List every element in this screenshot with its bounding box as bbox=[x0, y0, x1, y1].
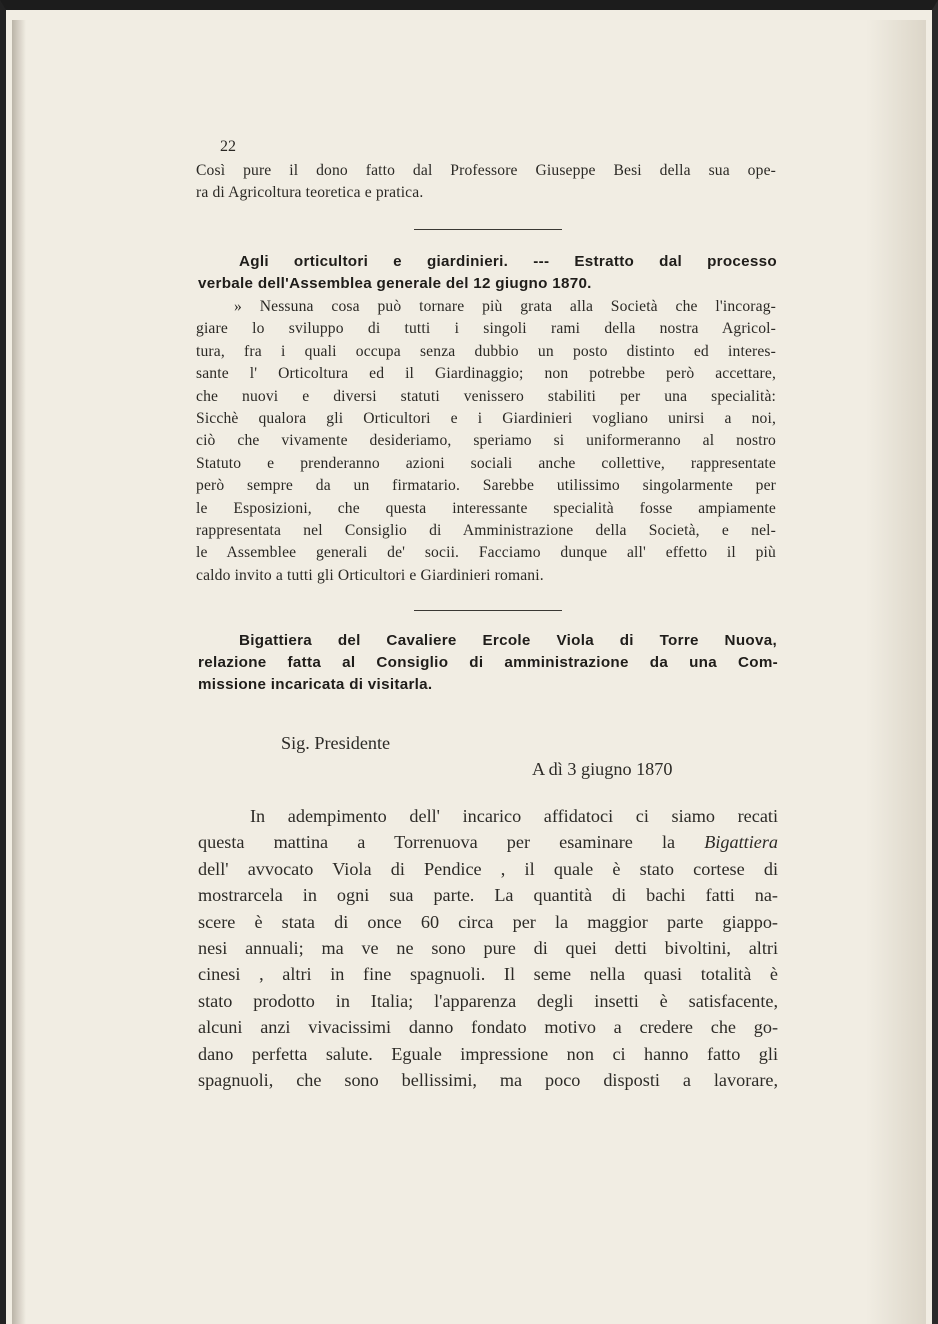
text-line: mostrarcela in ogni sua parte. La quantità di bachi fatti na- bbox=[198, 885, 778, 906]
text-line: ra di Agricoltura teoretica e pratica. bbox=[196, 184, 424, 202]
heading-line: Bigattiera del Cavaliere Ercole Viola di Torre Nuova, bbox=[239, 632, 777, 649]
section-divider bbox=[414, 610, 562, 611]
section-heading-orticultori-cont bbox=[198, 273, 738, 295]
section-heading-bigattiera bbox=[239, 630, 777, 652]
text-line: stato prodotto in Italia; l'apparenza degli insetti è satisfacente, bbox=[198, 990, 778, 1011]
heading-line: verbale dell'Assemblea generale del 12 giugno 1870. bbox=[198, 275, 592, 292]
text-line: Così pure il dono fatto dal Professore Giuseppe Besi della sua ope- bbox=[196, 162, 776, 179]
text-line: rappresentata nel Consiglio di Amministrazione della Società, e nel- bbox=[196, 522, 776, 540]
text-line: dell' avvocato Viola di Pendice , il quale è stato cortese di bbox=[198, 858, 778, 879]
text-line: le Esposizioni, che questa interessante specialità fosse ampiamente bbox=[196, 499, 776, 517]
page-number: 22 bbox=[220, 138, 236, 155]
italic-term: Bigattiera bbox=[704, 832, 778, 853]
letter-date: A dì 3 giugno 1870 bbox=[532, 759, 673, 779]
text-line: spagnuoli, che sono bellissimi, ma poco disposti a lavorare, bbox=[198, 1070, 778, 1091]
text-line: giare lo sviluppo di tutti i singoli rami della nostra Agricol- bbox=[196, 320, 776, 338]
text-line: Sicchè qualora gli Orticultori e i Giardinieri vogliano unirsi a noi, bbox=[196, 410, 776, 428]
text-line: scere è stata di once 60 circa per la maggior parte giappo- bbox=[198, 911, 778, 932]
heading-line: missione incaricata di visitarla. bbox=[198, 675, 433, 693]
heading-line: Agli orticultori e giardinieri. --- Estratto dal processo bbox=[239, 253, 777, 270]
text-line: In adempimento dell' incarico affidatoci ci siamo recati bbox=[250, 806, 778, 826]
section-heading-orticultori bbox=[239, 251, 777, 273]
assembly-excerpt-paragraph bbox=[196, 296, 776, 587]
binding-shadow bbox=[12, 20, 26, 1324]
text-line: alcuni anzi vivacissimi danno fondato motivo a credere che go- bbox=[198, 1017, 778, 1038]
commission-report-paragraph bbox=[198, 803, 778, 1093]
salutation: Sig. Presidente bbox=[281, 733, 391, 753]
text-line: sante l' Orticoltura ed il Giardinaggio; non potrebbe però accettare, bbox=[196, 365, 776, 383]
text-line: cinesi , altri in fine spagnuoli. Il seme nella quasi totalità è bbox=[198, 964, 778, 985]
text-line: le Assemblee generali de' socii. Facciamo dunque all' effetto il più bbox=[196, 544, 776, 562]
intro-paragraph bbox=[196, 160, 776, 205]
text-segment: questa mattina a Torrenuova per esaminare la bbox=[198, 832, 676, 853]
text-line: però sempre da un firmatario. Sarebbe utilissimo singolarmente per bbox=[196, 477, 776, 495]
text-line: Statuto e prenderanno azioni sociali anche collettive, rappresentate bbox=[196, 454, 776, 472]
text-line: ciò che vivamente desideriamo, speriamo si uniformeranno al nostro bbox=[196, 432, 776, 450]
text-line: che nuovi e diversi statuti venissero stabiliti per una specialità: bbox=[196, 387, 776, 405]
text-line: nesi annuali; ma ve ne sono pure di quei detti bivoltini, altri bbox=[198, 938, 778, 959]
section-heading-bigattiera-cont bbox=[198, 652, 778, 695]
text-line bbox=[198, 829, 778, 855]
section-divider bbox=[414, 229, 562, 230]
text-line: tura, fra i quali occupa senza dubbio un posto distinto ed interes- bbox=[196, 342, 776, 360]
text-line: » Nessuna cosa può tornare più grata alla Società che l'incorag- bbox=[234, 298, 776, 315]
text-line: caldo invito a tutti gli Orticultori e Giardinieri romani. bbox=[196, 566, 544, 584]
text-line: dano perfetta salute. Eguale impressione non ci hanno fatto gli bbox=[198, 1043, 778, 1064]
heading-line: relazione fatta al Consiglio di amministrazione da una Com- bbox=[198, 654, 778, 671]
page-edge-shading bbox=[866, 20, 926, 1324]
